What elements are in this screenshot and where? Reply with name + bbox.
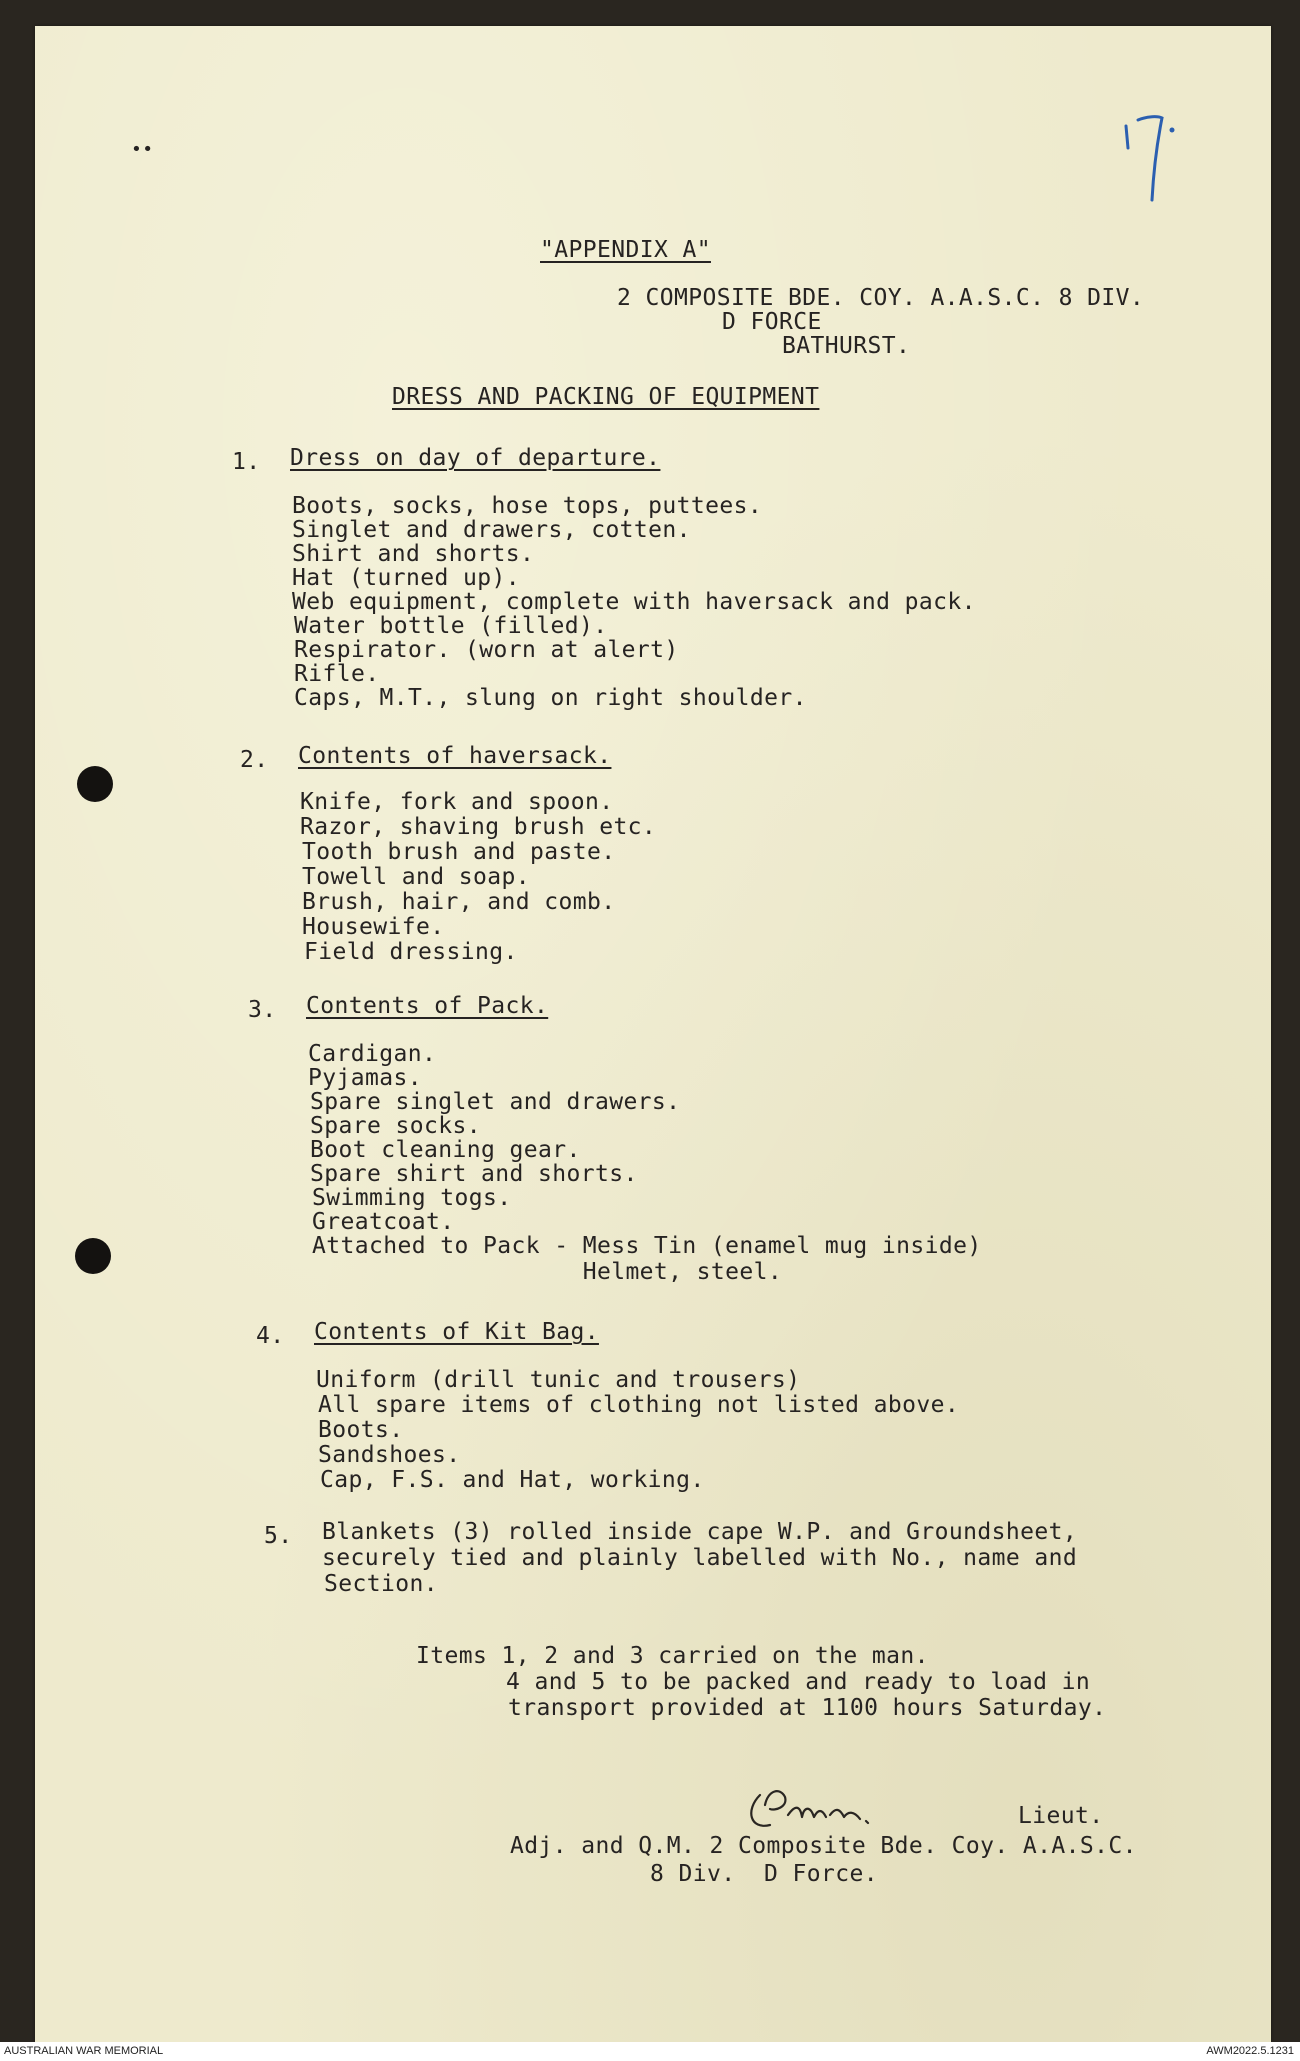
section-number: 5.: [264, 1523, 293, 1549]
list-item: Spare shirt and shorts.: [310, 1161, 638, 1187]
section-number: 1.: [232, 449, 261, 475]
list-item: Boots.: [318, 1417, 404, 1443]
unit-line: BATHURST.: [782, 333, 911, 359]
list-item: Greatcoat.: [312, 1209, 455, 1235]
section-heading: Contents of Pack.: [306, 993, 549, 1019]
signature-title: 8 Div. D Force.: [650, 1861, 878, 1887]
section-heading: Contents of haversack.: [298, 743, 612, 769]
section-number: 3.: [248, 997, 277, 1023]
main-heading: DRESS AND PACKING OF EQUIPMENT: [392, 384, 820, 410]
punch-hole: [77, 766, 113, 802]
section-heading: Dress on day of departure.: [290, 445, 661, 471]
list-item: Helmet, steel.: [312, 1259, 783, 1285]
paragraph-line: Blankets (3) rolled inside cape W.P. and Groundsheet,: [322, 1519, 1078, 1545]
list-item: Respirator. (worn at alert): [294, 637, 679, 663]
archive-footer: [0, 2042, 1300, 2061]
list-item: Uniform (drill tunic and trousers): [316, 1367, 801, 1393]
stray-mark: ••: [131, 139, 154, 160]
list-item: Web equipment, complete with haversack and pack.: [292, 589, 976, 615]
list-item: Boots, socks, hose tops, puttees.: [292, 493, 763, 519]
footer-institution: AUSTRALIAN WAR MEMORIAL: [4, 2045, 164, 2057]
document-page: [35, 26, 1271, 2042]
signature-title: Adj. and Q.M. 2 Composite Bde. Coy. A.A.S.C.: [510, 1833, 1137, 1859]
punch-hole: [75, 1238, 111, 1274]
unit-line: 2 COMPOSITE BDE. COY. A.A.S.C. 8 DIV.: [617, 285, 1145, 311]
list-item: Towell and soap.: [302, 864, 530, 890]
list-item: Spare singlet and drawers.: [310, 1089, 681, 1115]
list-item: Tooth brush and paste.: [302, 839, 616, 865]
list-item: Sandshoes.: [318, 1442, 461, 1468]
list-item: Swimming togs.: [312, 1185, 512, 1211]
list-item: Caps, M.T., slung on right shoulder.: [294, 685, 807, 711]
note-line: Items 1, 2 and 3 carried on the man.: [416, 1643, 929, 1669]
list-item: Spare socks.: [310, 1113, 481, 1139]
note-line: transport provided at 1100 hours Saturday.: [508, 1695, 1107, 1721]
list-item: All spare items of clothing not listed above.: [318, 1392, 960, 1418]
paragraph-line: securely tied and plainly labelled with No., name and: [322, 1545, 1078, 1571]
list-item: Brush, hair, and comb.: [302, 889, 616, 915]
handwritten-page-number: [1118, 108, 1178, 208]
section-number: 2.: [240, 747, 269, 773]
section-number: 4.: [256, 1323, 285, 1349]
signature-rank: Lieut.: [1018, 1803, 1104, 1829]
list-item: Boot cleaning gear.: [310, 1137, 581, 1163]
list-item: Razor, shaving brush etc.: [300, 814, 657, 840]
list-item: Field dressing.: [304, 939, 518, 965]
list-item: Shirt and shorts.: [292, 541, 535, 567]
list-item: Hat (turned up).: [292, 565, 520, 591]
list-item: Housewife.: [302, 914, 445, 940]
list-item: Cap, F.S. and Hat, working.: [320, 1467, 705, 1493]
list-item: Cardigan.: [308, 1041, 437, 1067]
list-item: Singlet and drawers, cotten.: [292, 517, 691, 543]
list-item: Pyjamas.: [308, 1065, 422, 1091]
list-item: Rifle.: [294, 661, 380, 687]
note-line: 4 and 5 to be packed and ready to load in: [506, 1669, 1091, 1695]
footer-reference: AWM2022.5.1231: [1206, 2045, 1294, 2057]
list-item: Attached to Pack - Mess Tin (enamel mug inside): [312, 1233, 982, 1259]
section-heading: Contents of Kit Bag.: [314, 1319, 599, 1345]
unit-line: D FORCE: [722, 309, 822, 335]
list-item: Water bottle (filled).: [294, 613, 608, 639]
list-item: Knife, fork and spoon.: [300, 789, 614, 815]
paragraph-line: Section.: [324, 1571, 438, 1597]
appendix-title: "APPENDIX A": [540, 237, 711, 263]
